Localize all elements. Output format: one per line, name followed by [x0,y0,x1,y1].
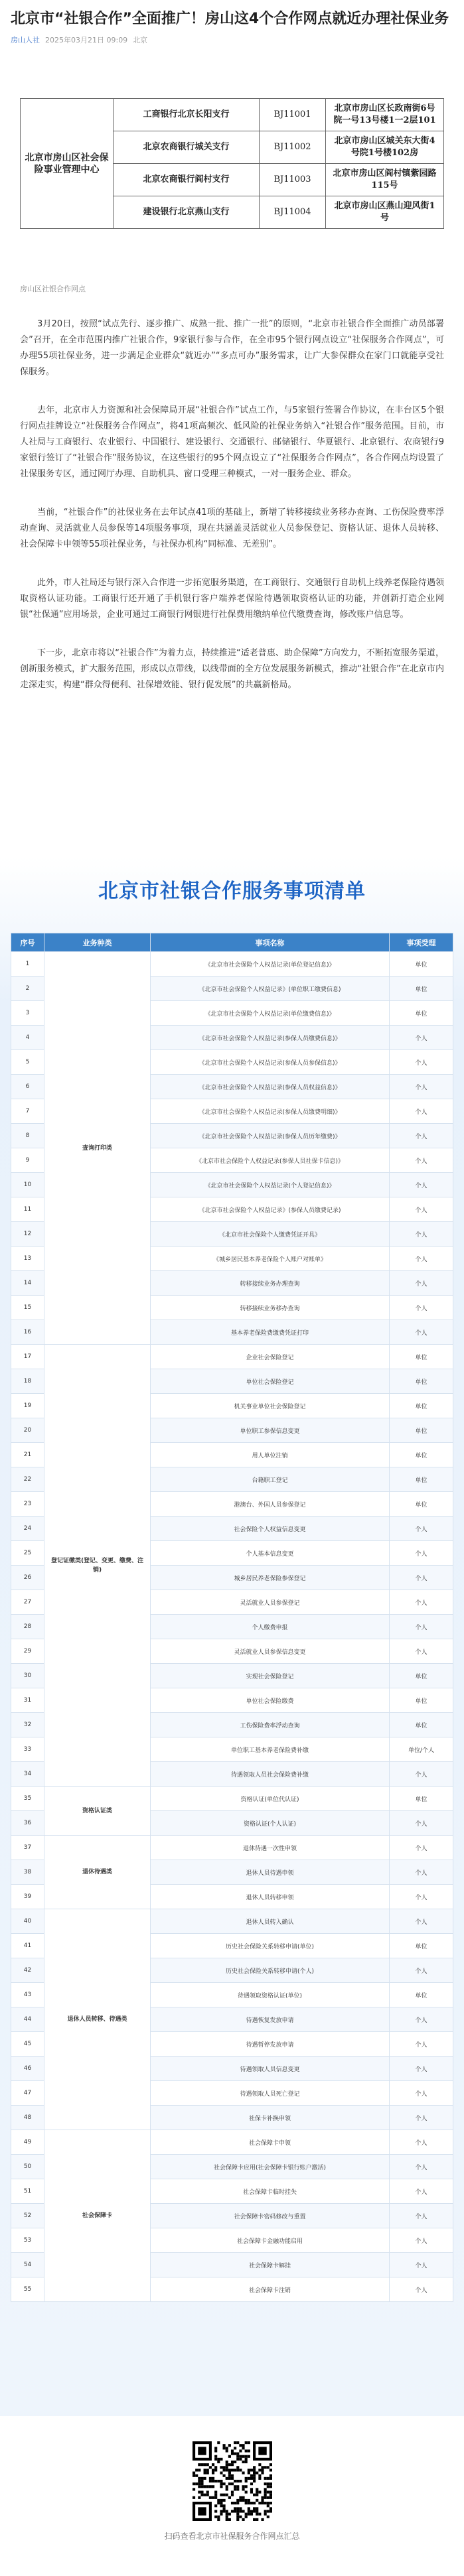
item-handler: 个人 [390,2228,453,2253]
table-header-row [11,933,453,952]
article-paragraph: 去年，北京市人力资源和社会保障局开展“社银合作”试点工作，与5家银行签署合作协议，在丰台区5个银行网点挂牌设立“社保服务合作网点”，将41项高频次、低风险的社保业务纳入“社银合作”服务范围。目前，市人社局与工商银行、农业银行、中国银行、建设银行、交通银行、邮储银行、华夏银行、北京银行、农商银行9家银行签订了“社银合作”服务协议，在这些银行的95个网点设立了“社保服务合作网点”，各合作网点均设置了社保服务专区，通过网厅办理、自助机具、窗口受理三种模式，一对一服务企业、群众。 [20,405,444,479]
item-handler: 个人 [390,1541,453,1566]
item-name: 退休人员转移申领 [151,1885,390,1909]
item-name: 资格认证(个人认证) [151,1811,390,1836]
item-handler: 单位 [390,1418,453,1443]
item-no: 19 [11,1394,44,1418]
item-no: 23 [11,1492,44,1517]
outlet-bank: 北京农商银行阎村支行 [114,164,260,196]
outlet-code: BJ11002 [260,131,326,164]
item-no: 26 [11,1566,44,1590]
item-no: 35 [11,1787,44,1811]
item-handler: 单位 [390,1394,453,1418]
item-no: 9 [11,1148,44,1173]
article-body [0,316,464,693]
item-no: 30 [11,1664,44,1688]
item-handler: 单位/个人 [390,1737,453,1762]
outlet-bank: 建设银行北京燕山支行 [114,196,260,229]
item-handler: 个人 [390,1271,453,1296]
item-handler: 个人 [390,2155,453,2179]
item-no: 40 [11,1909,44,1934]
item-handler: 个人 [390,1517,453,1541]
article-meta [11,34,453,45]
item-handler: 单位 [390,1983,453,2007]
qr-section [0,2441,464,2542]
outlet-code: BJ11001 [260,99,326,131]
item-no: 52 [11,2204,44,2228]
item-name: 用人单位注销 [151,1443,390,1467]
item-no: 48 [11,2106,44,2130]
item-handler: 个人 [390,1173,453,1197]
item-handler: 个人 [390,1050,453,1075]
item-name: 社会保障卡临时挂失 [151,2179,390,2204]
table-row [11,2130,453,2155]
outlet-address: 北京市房山区长政南街6号院一号13号楼1一2层101 [326,99,444,131]
outlet-address: 北京市房山区阎村镇紫园路115号 [326,164,444,196]
item-no: 24 [11,1517,44,1541]
item-no: 1 [11,952,44,977]
item-name: 社保卡补换申领 [151,2106,390,2130]
item-name: 转移接续业务办理查询 [151,1271,390,1296]
item-no: 32 [11,1713,44,1737]
outlet-address: 北京市房山区燕山迎风街1号 [326,196,444,229]
item-no: 37 [11,1836,44,1860]
category-cell: 社会保障卡 [44,2130,151,2302]
item-no: 25 [11,1541,44,1566]
item-name: 《北京市社会保险个人权益记录(单位缴费信息)》 [151,1001,390,1026]
item-no: 50 [11,2155,44,2179]
table-row [11,1787,453,1811]
item-name: 待遇领取人员信息变更 [151,2057,390,2081]
article-header [0,0,464,52]
item-name: 基本养老保险费缴费凭证打印 [151,1320,390,1345]
item-no: 15 [11,1296,44,1320]
header-handler: 事项受理 [390,933,453,952]
item-handler: 单位 [390,1688,453,1713]
item-name: 灵活就业人员参保登记 [151,1590,390,1615]
item-no: 54 [11,2253,44,2277]
social-insurance-center: 北京市房山区社会保险事业管理中心 [21,99,114,229]
item-handler: 个人 [390,1566,453,1590]
item-handler: 个人 [390,1075,453,1099]
item-no: 20 [11,1418,44,1443]
item-handler: 单位 [390,1664,453,1688]
article-paragraph: 3月20日，按照“试点先行、逐步推广、成熟一批、推广一批”的原则，“北京市社银合作全面推广动员部署会”召开，在全市范围内推广社银合作，9家银行参与合作，在全市95个银行网点设立“社保服务合作网点”，可办理55项社保业务，进一步满足企业群众“就近办”“多点可办”服务需求，让广大参保群众在家门口就能享受社保服务。 [20,319,444,377]
item-no: 7 [11,1099,44,1124]
item-no: 11 [11,1197,44,1222]
article-paragraph: 此外，市人社局还与银行深入合作进一步拓宽服务渠道，在工商银行、交通银行自助机上线养老保险待遇领取资格认证功能。工商银行还开通了手机银行客户端养老保险待遇领取资格认证的功能，并创新打造企业网银“社保通”应用场景，企业可通过工商银行网银进行社保费用缴纳单位代缴费查询，修改账户信息等。 [20,578,444,620]
item-handler: 个人 [390,1148,453,1173]
item-no: 49 [11,2130,44,2155]
item-no: 5 [11,1050,44,1075]
table-row [11,1345,453,1369]
item-no: 13 [11,1247,44,1271]
item-handler: 个人 [390,2253,453,2277]
item-no: 53 [11,2228,44,2253]
item-no: 46 [11,2057,44,2081]
item-handler: 单位 [390,1934,453,1958]
item-handler: 个人 [390,2179,453,2204]
outlet-code: BJ11003 [260,164,326,196]
table-row [11,1836,453,1860]
item-handler: 个人 [390,2032,453,2057]
item-name: 社会保障卡密码修改与重置 [151,2204,390,2228]
item-no: 51 [11,2179,44,2204]
item-no: 36 [11,1811,44,1836]
item-handler: 个人 [390,2106,453,2130]
item-name: 退休待遇一次性申领 [151,1836,390,1860]
publish-location: 北京 [133,36,148,44]
item-handler: 个人 [390,1615,453,1639]
item-handler: 个人 [390,1860,453,1885]
item-name: 港澳台、外国人员参保登记 [151,1492,390,1517]
item-name: 《北京市社会保险个人权益记录(参保人员缴费明细)》 [151,1099,390,1124]
item-name: 城乡居民养老保险参保登记 [151,1566,390,1590]
publish-time: 2025年03月21日 09:09 [45,36,128,44]
item-handler: 个人 [390,1836,453,1860]
item-handler: 个人 [390,1296,453,1320]
item-no: 45 [11,2032,44,2057]
item-no: 2 [11,977,44,1001]
item-handler: 单位 [390,952,453,977]
table-row [11,1909,453,1934]
article-title: 北京市“社银合作”全面推广！房山这4个合作网点就近办理社保业务 [11,11,449,27]
item-handler: 个人 [390,1124,453,1148]
item-name: 社会保障卡注销 [151,2277,390,2302]
category-cell: 查询打印类 [44,952,151,1345]
item-no: 18 [11,1369,44,1394]
item-no: 43 [11,1983,44,2007]
item-no: 17 [11,1345,44,1369]
item-name: 个人基本信息变更 [151,1541,390,1566]
item-no: 29 [11,1639,44,1664]
item-name: 台籍职工登记 [151,1467,390,1492]
item-name: 《北京市社会保险个人权益记录(参保人员权益信息)》 [151,1075,390,1099]
item-no: 4 [11,1026,44,1050]
item-name: 退休人员转入确认 [151,1909,390,1934]
item-handler: 单位 [390,1713,453,1737]
qr-caption: 扫码查看北京市社保服务合作网点汇总 [164,2532,300,2541]
item-name: 历史社会保险关系转移申请(单位) [151,1934,390,1958]
poster-title: 北京市社银合作服务事项清单 [98,880,366,903]
item-no: 16 [11,1320,44,1345]
item-no: 22 [11,1467,44,1492]
item-handler: 个人 [390,1222,453,1247]
item-name: 社会保障卡金融功能启用 [151,2228,390,2253]
item-handler: 单位 [390,1787,453,1811]
item-name: 单位社会保险缴费 [151,1688,390,1713]
item-no: 21 [11,1443,44,1467]
item-name: 《北京市社会保险个人权益记录》(参保人员缴费记录) [151,1197,390,1222]
item-no: 10 [11,1173,44,1197]
item-handler: 单位 [390,1492,453,1517]
item-handler: 个人 [390,1197,453,1222]
item-name: 单位职工基本养老保险费补缴 [151,1737,390,1762]
category-cell: 资格认证类 [44,1787,151,1836]
item-no: 44 [11,2007,44,2032]
item-handler: 个人 [390,2130,453,2155]
category-cell: 退休待遇类 [44,1836,151,1909]
item-handler: 个人 [390,1099,453,1124]
item-no: 55 [11,2277,44,2302]
item-no: 14 [11,1271,44,1296]
item-no: 12 [11,1222,44,1247]
item-handler: 单位 [390,1467,453,1492]
category-cell: 退休人员转移、待遇类 [44,1909,151,2130]
item-no: 34 [11,1762,44,1787]
item-name: 《北京市社会保险个人权益记录》(单位职工缴费信息) [151,977,390,1001]
service-table [11,933,453,2302]
item-no: 42 [11,1958,44,1983]
item-name: 灵活就业人员参保信息变更 [151,1639,390,1664]
item-handler: 个人 [390,1639,453,1664]
item-handler: 个人 [390,2081,453,2106]
item-no: 33 [11,1737,44,1762]
item-handler: 个人 [390,1811,453,1836]
article-source-link[interactable]: 房山人社 [11,36,40,44]
item-name: 社会保障卡应用(社会保障卡银行账户激活) [151,2155,390,2179]
item-handler: 个人 [390,1026,453,1050]
item-name: 单位社会保险登记 [151,1369,390,1394]
item-name: 历史社会保险关系转移申请(个人) [151,1958,390,1983]
service-outlet-image [20,98,444,274]
category-cell: 登记证缴类(登记、变更、缴费、注销) [44,1345,151,1787]
item-handler: 个人 [390,2277,453,2302]
item-name: 《北京市社会保险个人权益记录(参保人员历年缴费)》 [151,1124,390,1148]
item-name: 待遇领取人员社会保险费补缴 [151,1762,390,1787]
item-name: 资格认证(单位代认证) [151,1787,390,1811]
item-handler: 个人 [390,1958,453,1983]
item-name: 社会保险个人权益信息变更 [151,1517,390,1541]
item-handler: 单位 [390,1345,453,1369]
item-no: 47 [11,2081,44,2106]
outlet-address: 北京市房山区城关东大街4号院1号楼102房 [326,131,444,164]
item-name: 待遇领取人员死亡登记 [151,2081,390,2106]
item-name: 《北京市社会保险个人权益记录(单位登记信息)》 [151,952,390,977]
item-name: 企业社会保险登记 [151,1345,390,1369]
image-caption: 房山区社银合作网点 [20,285,86,293]
item-no: 38 [11,1860,44,1885]
item-name: 待遇领取资格认证(单位) [151,1983,390,2007]
item-name: 社会保障卡申领 [151,2130,390,2155]
item-name: 《北京市社会保险个人权益记录(个人登记信息)》 [151,1173,390,1197]
item-handler: 个人 [390,1320,453,1345]
item-handler: 单位 [390,977,453,1001]
header-item-name: 事项名称 [151,933,390,952]
item-name: 转移接续业务移办查询 [151,1296,390,1320]
item-handler: 个人 [390,1909,453,1934]
item-name: 个人缴费申报 [151,1615,390,1639]
item-handler: 个人 [390,1590,453,1615]
qr-code-icon[interactable] [193,2441,272,2521]
item-no: 41 [11,1934,44,1958]
outlet-table [20,98,444,229]
item-no: 3 [11,1001,44,1026]
item-no: 8 [11,1124,44,1148]
outlet-row [21,99,444,131]
article-paragraph: 下一步，北京市将以“社银合作”为着力点，持续推进“适老普惠、助企保障”方向发力，不断拓宽服务渠道，创新服务模式，扩大服务范围，形成以点带线，以线带面的全方位发展服务新模式，推动“社银合作”在北京市内走深走实，构建“群众得便利、社保增效能、银行促发展”的共赢新格局。 [20,648,444,690]
item-name: 实现社会保险登记 [151,1664,390,1688]
item-handler: 个人 [390,2007,453,2032]
outlet-bank: 工商银行北京长阳支行 [114,99,260,131]
item-handler: 个人 [390,1762,453,1787]
item-name: 《北京市社会保险个人权益记录(参保人员缴费信息)》 [151,1026,390,1050]
item-handler: 单位 [390,1001,453,1026]
item-no: 6 [11,1075,44,1099]
item-name: 《城乡居民基本养老保险个人账户对账单》 [151,1247,390,1271]
item-no: 27 [11,1590,44,1615]
item-no: 28 [11,1615,44,1639]
item-handler: 个人 [390,1247,453,1271]
item-name: 工伤保险费率浮动查询 [151,1713,390,1737]
outlet-bank: 北京农商银行城关支行 [114,131,260,164]
item-no: 31 [11,1688,44,1713]
service-list-poster [0,857,464,2416]
item-name: 待遇暂停发放申请 [151,2032,390,2057]
item-name: 待遇恢复发放申请 [151,2007,390,2032]
item-no: 39 [11,1885,44,1909]
article-paragraph: 当前，“社银合作”的社保业务在去年试点41项的基础上，新增了转移接续业务移办查询、工伤保险费率浮动查询、灵活就业人员参保等14项服务事项，现在共涵盖灵活就业人员参保登记、资格认证、退休人员转移、社会保障卡申领等55项社保业务，与社保办机构“同标准、无差别”。 [20,508,444,549]
item-handler: 单位 [390,1369,453,1394]
item-name: 《北京市社会保险个人缴费凭证开具》 [151,1222,390,1247]
table-row [11,952,453,977]
header-no: 序号 [11,933,44,952]
item-handler: 个人 [390,2057,453,2081]
item-name: 退休人员待遇申领 [151,1860,390,1885]
item-handler: 单位 [390,1443,453,1467]
item-name: 机关事业单位社会保险登记 [151,1394,390,1418]
item-handler: 个人 [390,1885,453,1909]
item-handler: 个人 [390,2204,453,2228]
item-name: 社会保障卡解挂 [151,2253,390,2277]
header-category: 业务种类 [44,933,151,952]
outlet-code: BJ11004 [260,196,326,229]
item-name: 《北京市社会保险个人权益记录(参保人员参保信息)》 [151,1050,390,1075]
item-name: 《北京市社会保险个人权益记录(参保人员社保卡信息)》 [151,1148,390,1173]
item-name: 单位职工参保信息变更 [151,1418,390,1443]
